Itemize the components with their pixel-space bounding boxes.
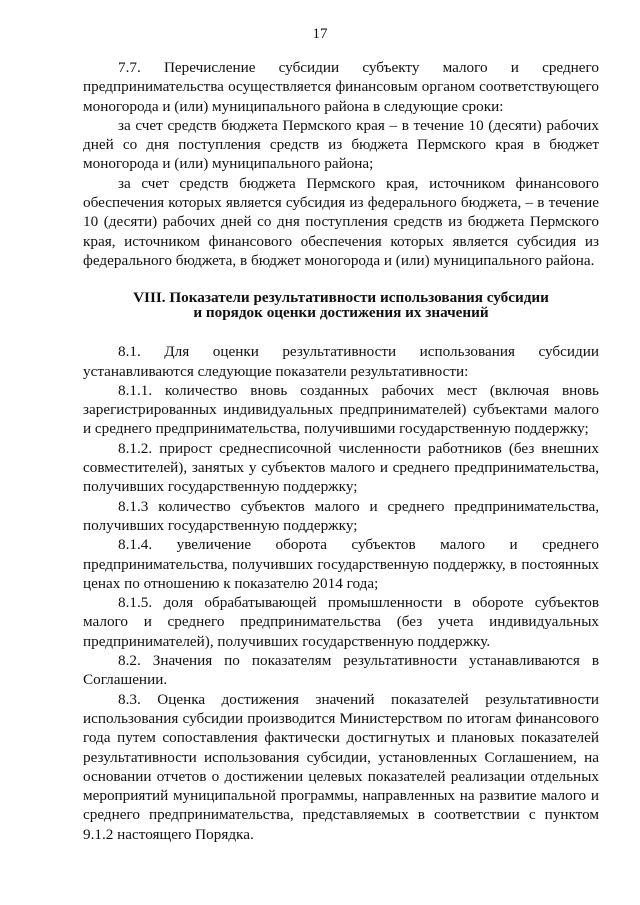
paragraph-8-1-3: 8.1.3 количество субъектов малого и среднего предпринимательства, получивших государственную поддержку; xyxy=(83,497,599,534)
paragraph-8-1-1: 8.1.1. количество вновь созданных рабочих мест (включая вновь зарегистрированных индивидуальных предпринимателей) субъектами малого и среднего предпринимательства, получившими государственную поддержку; xyxy=(83,381,599,438)
paragraph-8-2: 8.2. Значения по показателям результативности устанавливаются в Соглашении. xyxy=(83,652,599,689)
section-heading-line-1: VIII. Показатели результативности использования субсидии xyxy=(133,289,549,307)
page-number: 17 xyxy=(312,26,328,42)
paragraph-8-1: 8.1. Для оценки результативности использования субсидии устанавливаются следующие показатели результативности: xyxy=(83,343,599,380)
section-heading-line-2: и порядок оценки достижения их значений xyxy=(193,304,489,322)
paragraph-8-1-5: 8.1.5. доля обрабатывающей промышленности в обороте субъектов малого и среднего предпринимательства (без учета индивидуальных предпринимателей), получивших государственную поддержку. xyxy=(83,594,599,650)
paragraph-8-3: 8.3. Оценка достижения значений показателей результативности использования субсидии производится Министерством по итогам финансового года путем сопоставления фактически достигнутых и плановых показателей результативности использования субсидии, установленных Соглашением, на основании отчетов о достижении целевых показателей реализации отдельных мероприятий муниципальной программы, направленных на развитие малого и среднего предпринимательства, представляемых в соответствии с пунктом 9.1.2 настоящего Порядка. xyxy=(83,690,599,843)
paragraph-regional-budget-term: за счет средств бюджета Пермского края – в течение 10 (десяти) рабочих дней со дня поступления средств из бюджета Пермского края в бюджет моногорода и (или) муниципального района; xyxy=(83,116,599,173)
paragraph-8-1-4: 8.1.4. увеличение оборота субъектов малого и среднего предпринимательства, получивших государственную поддержку, в постоянных ценах по отношению к показателю 2014 года; xyxy=(83,536,599,592)
paragraph-federal-budget-term: за счет средств бюджета Пермского края, источником финансового обеспечения которых является субсидия из федерального бюджета, – в течение 10 (десяти) рабочих дней со дня поступления средств из бюджета Пермского края, источником финансового обеспечения которых является субсидия из федерального бюджета, в бюджет моногорода и (или) муниципального района. xyxy=(83,174,599,269)
section-viii-heading xyxy=(83,290,599,320)
paragraph-8-1-2: 8.1.2. прирост среднесписочной численности работников (без внешних совместителей), занятых у субъектов малого и среднего предпринимательства, получивших государственную поддержку; xyxy=(83,439,599,496)
document-body xyxy=(83,58,599,844)
paragraph-7-7: 7.7. Перечисление субсидии субъекту малого и среднего предпринимательства осуществляется финансовым органом соответствующего моногорода и (или) муниципального района в следующие сроки: xyxy=(83,59,599,115)
